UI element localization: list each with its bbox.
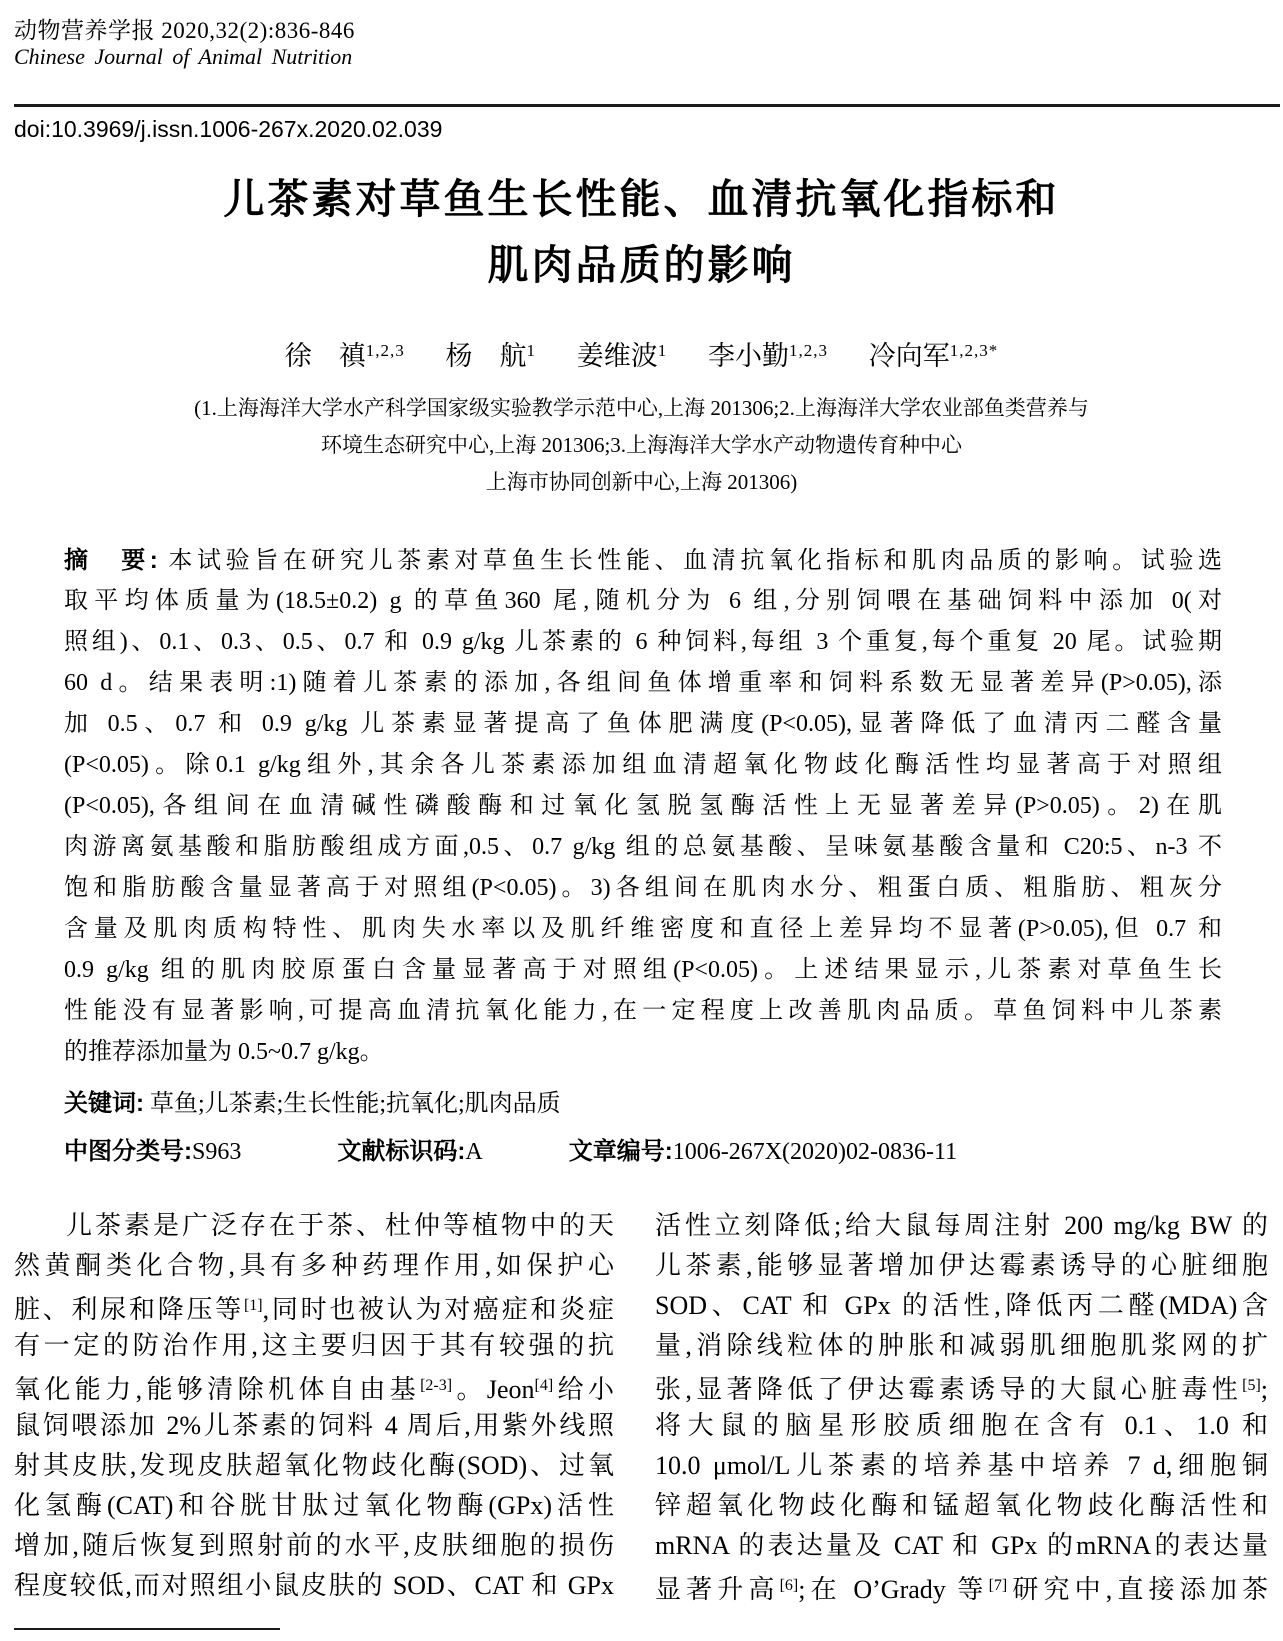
article-id-value: 1006-267X(2020)02-0836-11 [672, 1139, 958, 1165]
abstract-line: 加 0.5、0.7 和 0.9 g/kg 儿茶素显著提高了鱼体肥满度(P<0.05),显著降低了血清丙二醛含量 [64, 711, 1222, 737]
keywords-text: 草鱼;儿茶素;生长性能;抗氧化;肌肉品质 [150, 1091, 561, 1117]
doi-line: doi:10.3969/j.issn.1006-267x.2020.02.039 [14, 116, 443, 142]
affiliations [0, 390, 1283, 501]
author [869, 341, 999, 371]
body-line: 10.0 μmol/L儿茶素的培养基中培养 7 d,细胞铜 [655, 1451, 1268, 1480]
abstract-line: 性能没有显著影响,可提高血清抗氧化能力,在一定程度上改善肌肉品质。草鱼饲料中儿茶素 [64, 998, 1222, 1024]
clc-segment [64, 1139, 241, 1165]
body-line: 鼠饲喂添加 2%儿茶素的饲料 4 周后,用紫外线照 [14, 1411, 614, 1440]
body-line: 增加,随后恢复到照射前的水平,皮肤细胞的损伤 [14, 1531, 614, 1560]
body-line: SOD、CAT 和 GPx 的活性,降低丙二醛(MDA)含 [655, 1291, 1268, 1320]
body-line: 将大鼠的脑星形胶质细胞在含有 0.1、1.0 和 [655, 1411, 1268, 1440]
author-superscript: 1,2,3* [949, 341, 999, 360]
abstract-line: (P<0.05)。除0.1 g/kg组外,其余各儿茶素添加组血清超氧化物歧化酶活性均显著高于对照组 [64, 752, 1222, 778]
body-line: 化氢酶(CAT)和谷胱甘肽过氧化物酶(GPx)活性 [14, 1491, 614, 1520]
author-superscript: 1 [657, 341, 668, 360]
author-superscript: 1,2,3 [789, 341, 828, 360]
footnote-rule [14, 1628, 280, 1630]
doc-code-segment [337, 1139, 482, 1165]
body-line: 儿茶素,能够显著增加伊达霉素诱导的心脏细胞 [655, 1251, 1268, 1280]
abstract-line: 的推荐添加量为 0.5~0.7 g/kg。 [64, 1039, 384, 1065]
abstract-line: 照组)、0.1、0.3、0.5、0.7 和 0.9 g/kg 儿茶素的 6 种饲料,每组 3 个重复,每个重复 20 尾。试验期 [64, 629, 1222, 655]
affiliation-line: (1.上海海洋大学水产科学国家级实验教学示范中心,上海 201306;2.上海海洋大学农业部鱼类营养与 [194, 396, 1089, 420]
body-line: mRNA 的表达量及 CAT 和 GPx 的mRNA的表达量 [655, 1531, 1268, 1560]
body-right-column [655, 1206, 1268, 1606]
journal-title-en: Chinese Journal of Animal Nutrition [14, 44, 353, 69]
author-name: 徐 禛 [284, 341, 366, 371]
keywords-line [64, 1083, 1222, 1118]
body-line: 显著升高[6];在 O’Grady 等[7]研究中,直接添加茶 [655, 1575, 1268, 1604]
abstract-line: 饱和脂肪酸含量显著高于对照组(P<0.05)。3)各组间在肌肉水分、粗蛋白质、粗脂肪、粗灰分 [64, 875, 1222, 901]
journal-title-zh: 动物营养学报 2020,32(2):836-846 [14, 18, 355, 43]
paper-title-line1: 儿茶素对草鱼生长性能、血清抗氧化指标和 [223, 176, 1060, 222]
body-line: 射其皮肤,发现皮肤超氧化物歧化酶(SOD)、过氧 [14, 1451, 614, 1480]
paper-title [0, 166, 1283, 298]
body-line: 儿茶素是广泛存在于茶、杜仲等植物中的天 [66, 1211, 614, 1240]
author [285, 341, 405, 371]
author [577, 341, 668, 371]
clc-value: S963 [192, 1139, 242, 1165]
abstract-line: 取平均体质量为(18.5±0.2) g 的草鱼360 尾,随机分为 6 组,分别饲喂在基础饲料中添加 0(对 [64, 588, 1222, 614]
paper-title-line2: 肌肉品质的影响 [487, 242, 796, 288]
author-superscript: 1,2,3 [365, 341, 405, 360]
abstract-line-text: 本试验旨在研究儿茶素对草鱼生长性能、血清抗氧化指标和肌肉品质的影响。试验选 [168, 548, 1222, 574]
author-name: 李小勤 [708, 341, 789, 371]
keywords-label: 关键词: [64, 1090, 144, 1117]
author [446, 341, 537, 371]
body-line: 张,显著降低了伊达霉素诱导的大鼠心脏毒性[5]; [655, 1375, 1268, 1404]
body-line: 然黄酮类化合物,具有多种药理作用,如保护心 [14, 1251, 614, 1280]
abstract-line: 0.9 g/kg 组的肌肉胶原蛋白含量显著高于对照组(P<0.05)。上述结果显示,儿茶素对草鱼生长 [64, 957, 1222, 983]
body-left-column [14, 1206, 614, 1606]
body-line: 脏、利尿和降压等[1],同时也被认为对癌症和炎症 [14, 1295, 614, 1324]
abstract-line: (P<0.05),各组间在血清碱性磷酸酶和过氧化氢脱氢酶活性上无显著差异(P>0.05)。2)在肌 [64, 793, 1222, 819]
author-name: 姜维波 [576, 341, 658, 371]
author [708, 341, 828, 371]
abstract-line: 60 d。结果表明:1)随着儿茶素的添加,各组间鱼体增重率和饲料系数无显著差异(P>0.05),添 [64, 670, 1222, 696]
authors-line [0, 334, 1283, 373]
abstract-label: 摘 要: [64, 547, 158, 574]
author-name: 冷向军 [868, 341, 950, 371]
author-name: 杨 航 [445, 341, 527, 371]
body-line: 程度较低,而对照组小鼠皮肤的 SOD、CAT 和 GPx [14, 1571, 614, 1600]
doc-code-label: 文献标识码: [337, 1138, 466, 1165]
abstract-line: 肉游离氨基酸和脂肪酸组成方面,0.5、0.7 g/kg 组的总氨基酸、呈味氨基酸含量和 C20:5、n-3 不 [64, 834, 1222, 860]
body-line: 有一定的防治作用,这主要归因于其有较强的抗 [14, 1331, 614, 1360]
abstract [64, 540, 1222, 1073]
abstract-line [64, 540, 1222, 581]
article-id-segment [569, 1139, 957, 1165]
affiliation-line: 环境生态研究中心,上海 201306;3.上海海洋大学水产动物遗传育种中心 [320, 433, 963, 457]
body-line: 氧化能力,能够清除机体自由基[2-3]。Jeon[4]给小 [14, 1375, 614, 1404]
article-id-label: 文章编号: [568, 1138, 673, 1165]
body-line: 量,消除线粒体的肿胀和减弱肌细胞肌浆网的扩 [655, 1331, 1268, 1360]
body-line: 活性立刻降低;给大鼠每周注射 200 mg/kg BW 的 [655, 1211, 1268, 1240]
clc-label: 中图分类号: [64, 1138, 192, 1165]
classification-line [64, 1131, 1222, 1166]
abstract-line: 含量及肌肉质构特性、肌肉失水率以及肌纤维密度和直径上差异均不显著(P>0.05),但 0.7 和 [64, 916, 1222, 942]
body-line: 锌超氧化物歧化酶和锰超氧化物歧化酶活性和 [655, 1491, 1268, 1520]
doc-code-value: A [465, 1139, 483, 1165]
affiliation-line: 上海市协同创新中心,上海 201306) [485, 470, 798, 494]
header-rule [14, 104, 1280, 107]
author-superscript: 1 [526, 341, 536, 360]
